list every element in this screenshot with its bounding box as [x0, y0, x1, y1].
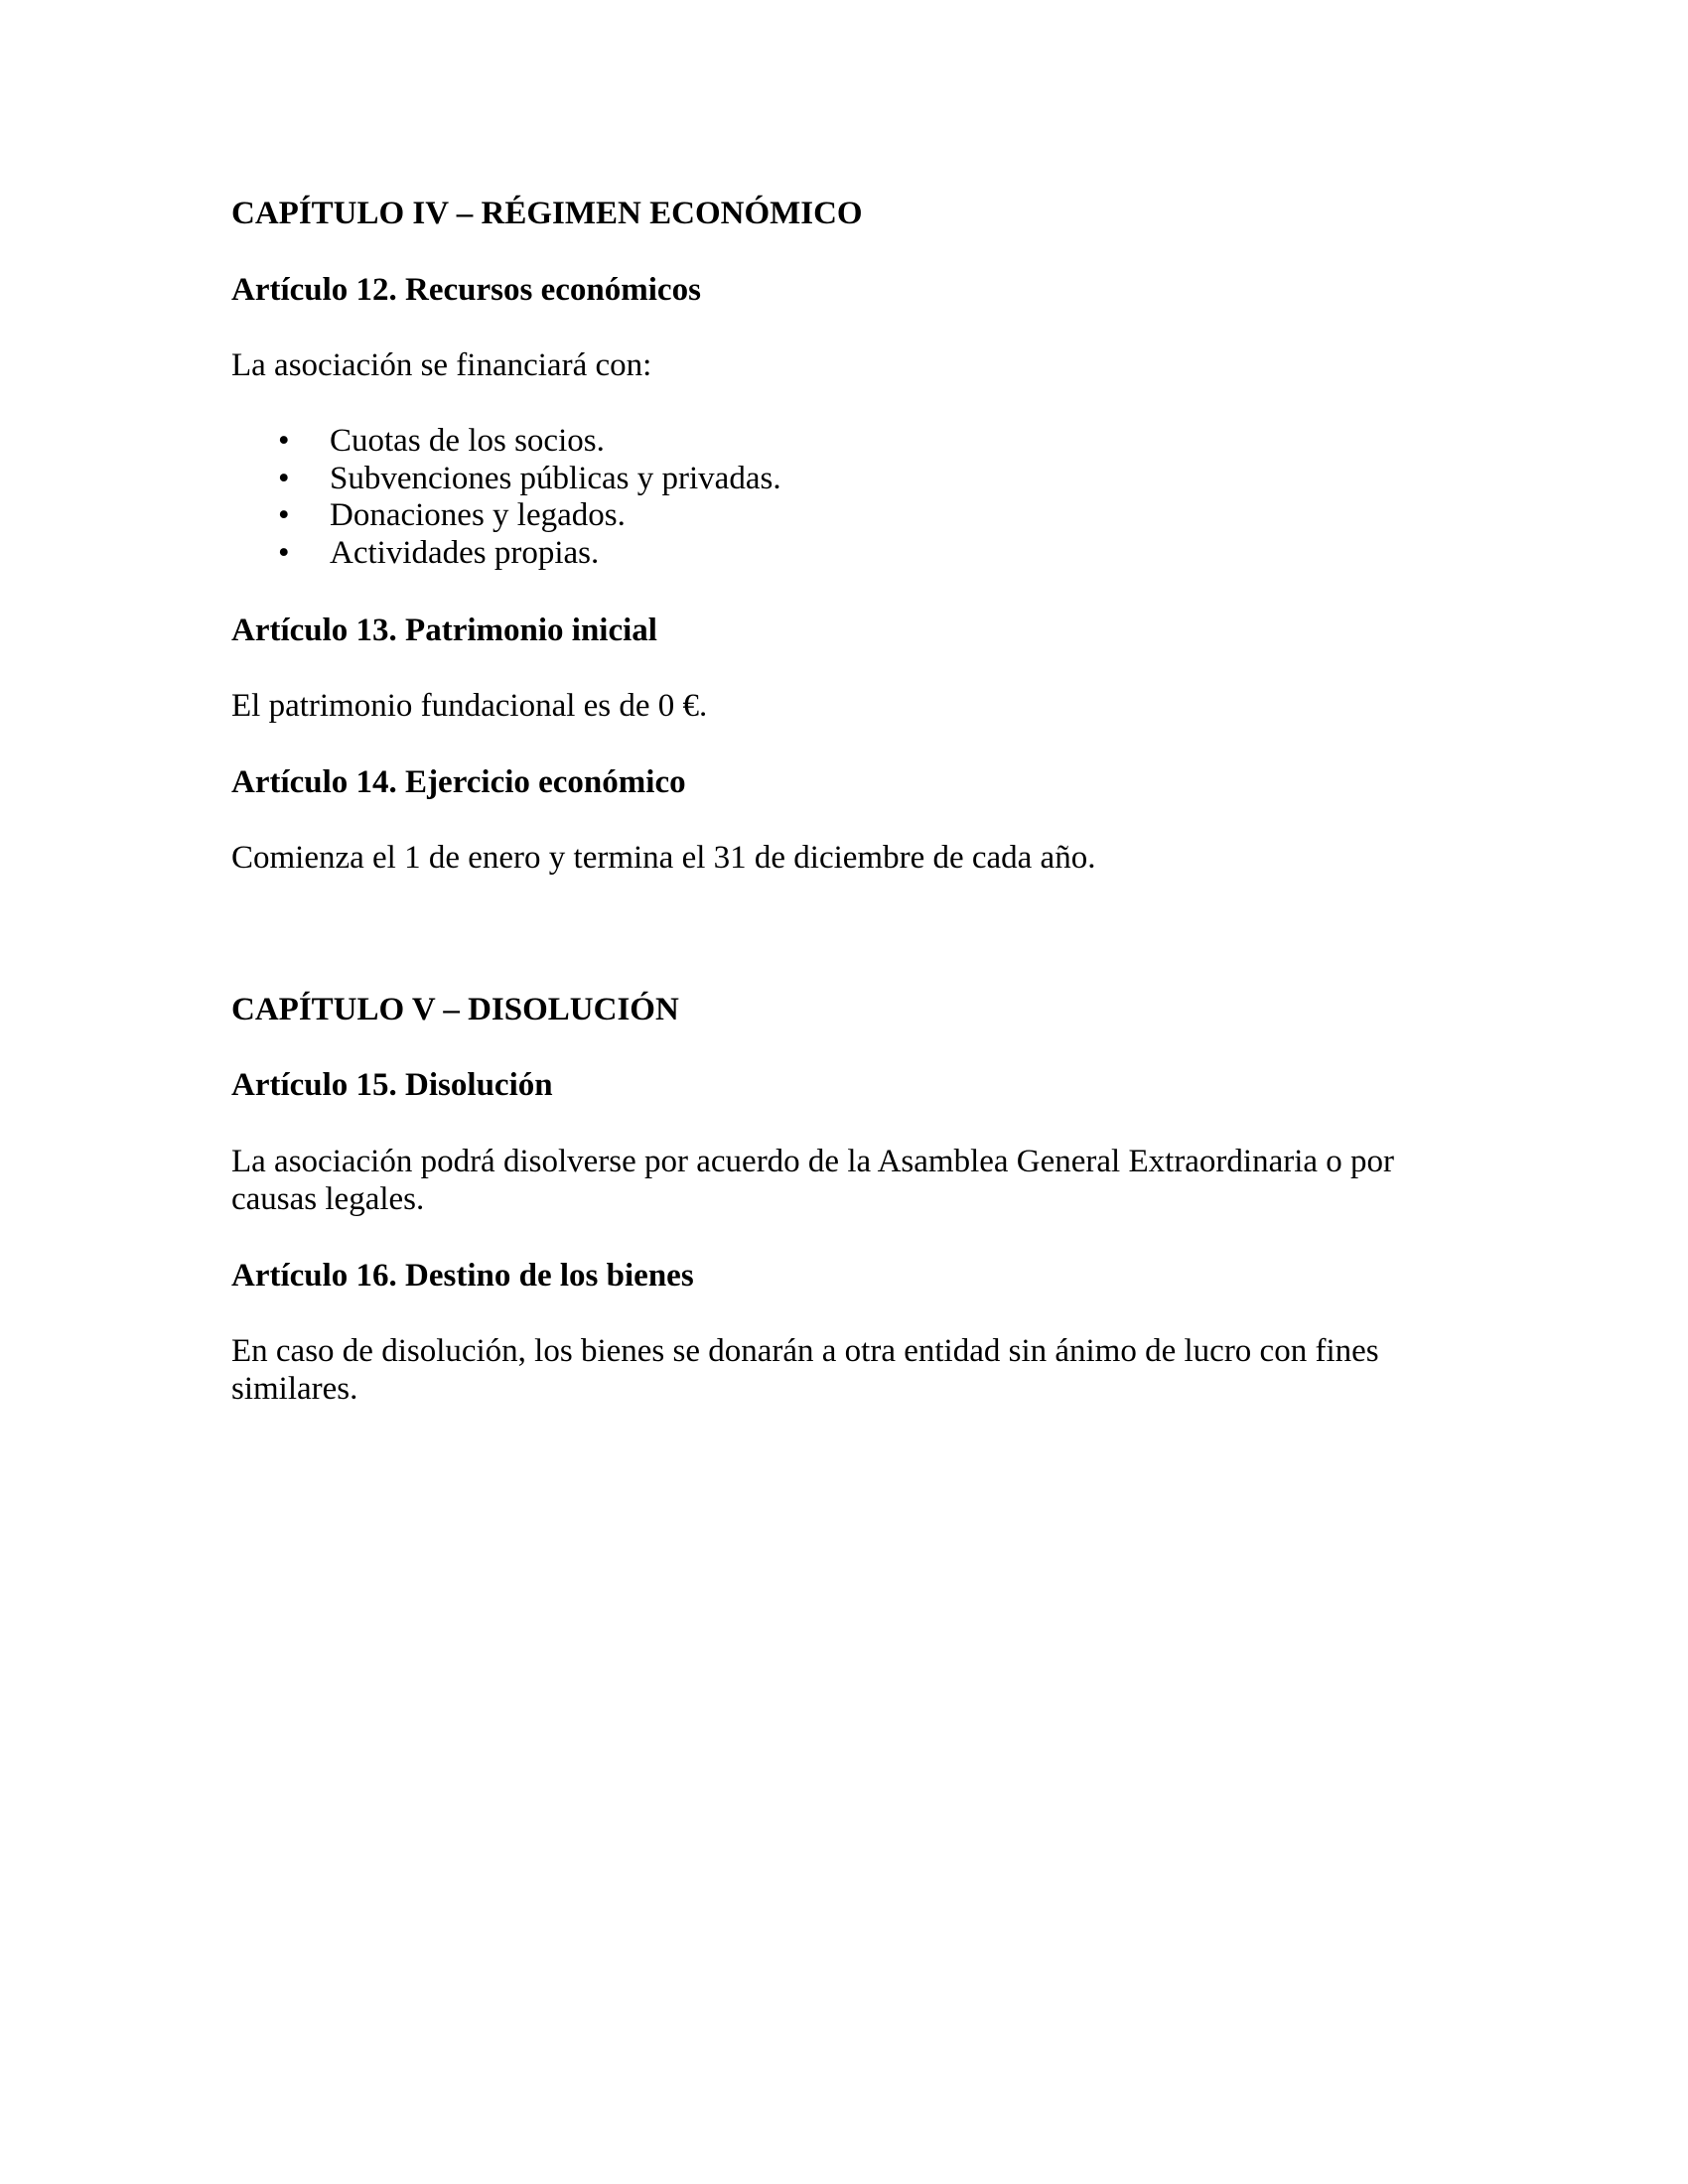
bullet-icon: •: [278, 460, 290, 496]
resources-list: [231, 422, 1463, 571]
bullet-icon: •: [278, 497, 290, 533]
article-13-heading: Artículo 13. Patrimonio inicial: [231, 613, 657, 648]
article-13-text: El patrimonio fundacional es de 0 €.: [231, 688, 708, 724]
article-14-heading: Artículo 14. Ejercicio económico: [231, 764, 686, 800]
chapter-4-heading: CAPÍTULO IV – RÉGIMEN ECONÓMICO: [231, 196, 863, 231]
chapter-5-heading: CAPÍTULO V – DISOLUCIÓN: [231, 992, 679, 1027]
article-16-text: En caso de disolución, los bienes se donarán a otra entidad sin ánimo de lucro con fines similares.: [231, 1333, 1379, 1407]
article-12-heading: Artículo 12. Recursos económicos: [231, 272, 701, 308]
article-15-heading: Artículo 15. Disolución: [231, 1067, 553, 1103]
bullet-icon: •: [278, 534, 290, 571]
article-16-heading: Artículo 16. Destino de los bienes: [231, 1258, 694, 1294]
bullet-icon: •: [278, 423, 290, 459]
list-item: • Cuotas de los socios.: [278, 423, 605, 459]
article-12-intro: La asociación se financiará con:: [231, 347, 652, 383]
list-item: • Donaciones y legados.: [278, 497, 626, 533]
article-14-text: Comienza el 1 de enero y termina el 31 de diciembre de cada año.: [231, 840, 1096, 876]
article-15-text: La asociación podrá disolverse por acuerdo de la Asamblea General Extraordinaria o por causas legales.: [231, 1144, 1395, 1217]
list-item: • Subvenciones públicas y privadas.: [278, 460, 781, 496]
list-item: • Actividades propias.: [278, 534, 600, 571]
